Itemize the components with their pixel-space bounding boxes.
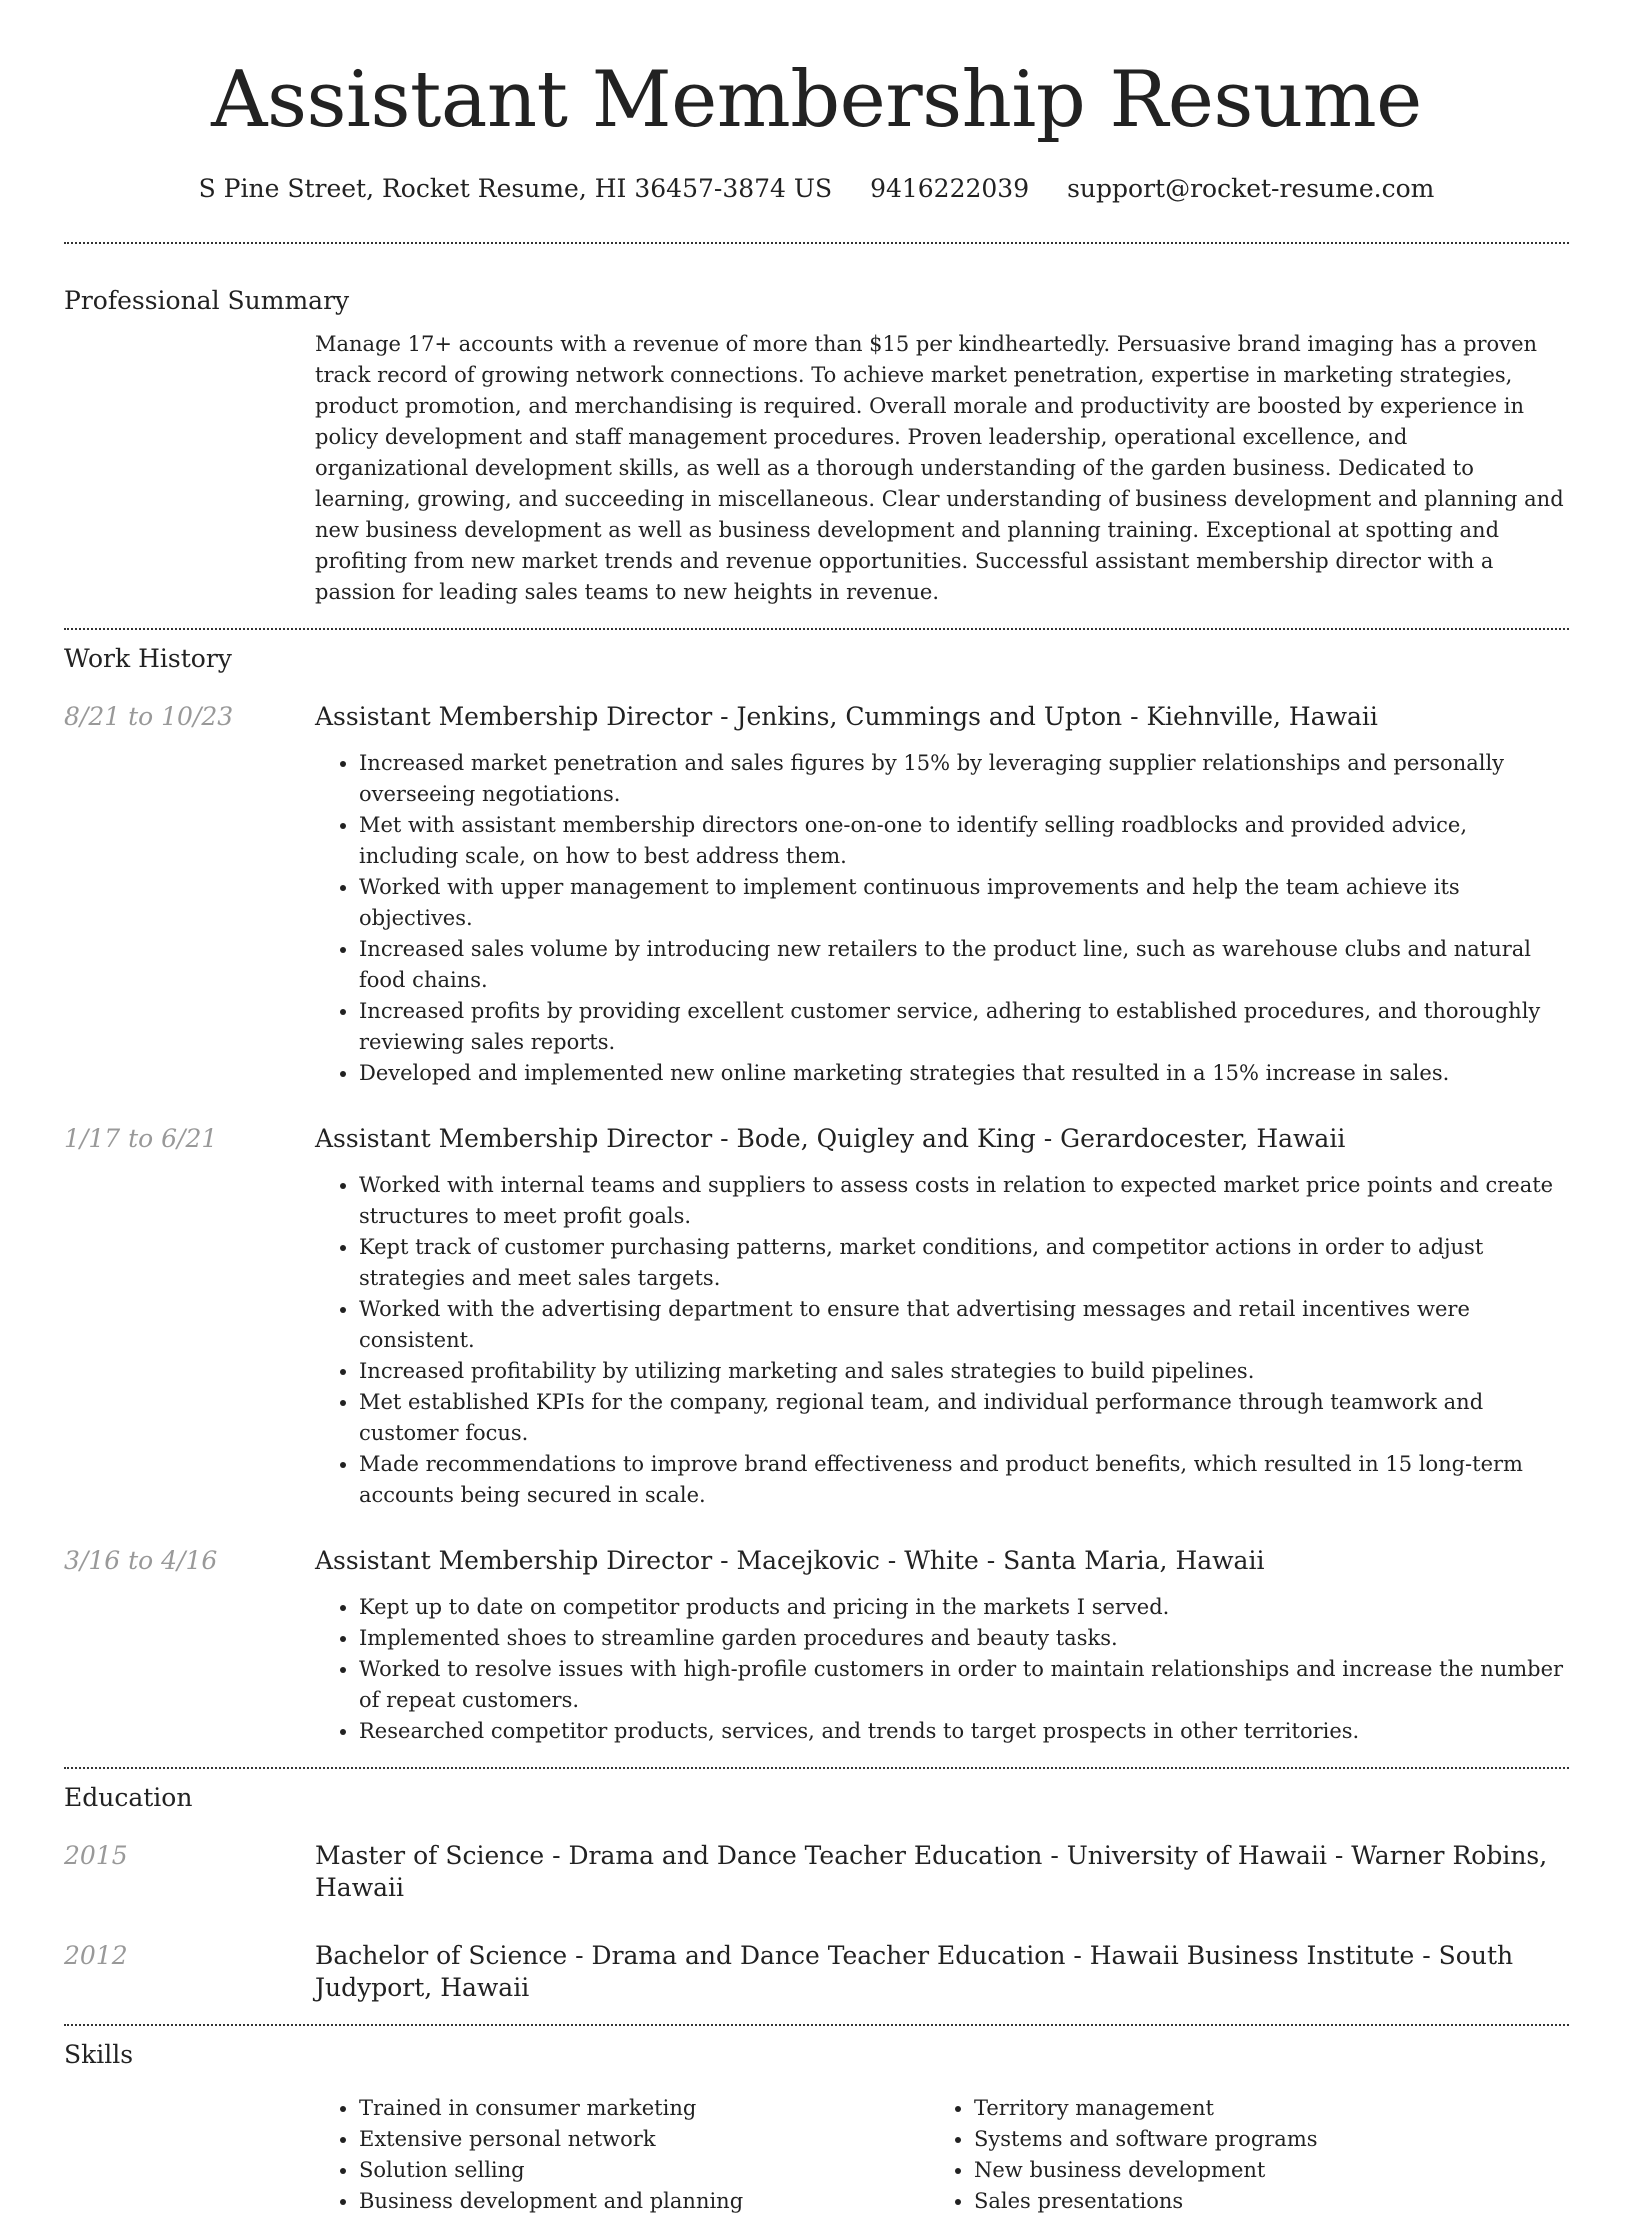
- contact-email: support@rocket-resume.com: [1067, 174, 1435, 203]
- job-bullet: • Increased sales volume by introducing new retailers to the product line, such as warehouse clubs and natural food chains.: [359, 934, 1569, 996]
- job-bullet: • Implemented shoes to streamline garden procedures and beauty tasks.: [359, 1623, 1569, 1654]
- education-entry: [64, 1840, 1569, 1904]
- job-bullet: • Increased profitability by utilizing marketing and sales strategies to build pipelines.: [359, 1356, 1569, 1387]
- job-title: Assistant Membership Director - Bode, Quigley and King - Gerardocester, Hawaii: [315, 1124, 1346, 1153]
- education-body: [315, 1940, 1569, 2004]
- skill-item: • Business development and planning: [359, 2186, 930, 2217]
- education-entry: [64, 1940, 1569, 2004]
- job-bullet: • Met established KPIs for the company, regional team, and individual performance through teamwork and customer focus.: [359, 1387, 1569, 1449]
- section-divider: [64, 2024, 1569, 2026]
- job-dates: 8/21 to 10/23: [64, 702, 234, 731]
- contact-line: [64, 172, 1569, 206]
- job-bullet: • Worked with upper management to implement continuous improvements and help the team achieve its objectives.: [359, 872, 1569, 934]
- summary-text: Manage 17+ accounts with a revenue of more than $15 per kindheartedly. Persuasive brand imaging has a proven track record of growing network connections. To achieve market penetration, expertise in marketing strategies, product promotion, and merchandising is required. Overall morale and productivity are boosted by experience in policy development and staff management procedures. Proven leadership, operational excellence, and organizational development skills, as well as a thorough understanding of the garden business. Dedicated to learning, growing, and succeeding in miscellaneous. Clear understanding of business development and planning and new business development as well as business development and planning training. Exceptional at spotting and profiting from new market trends and revenue opportunities. Successful assistant membership director with a passion for leading sales teams to new heights in revenue.: [315, 332, 1564, 604]
- job-bullet: • Made recommendations to improve brand effectiveness and product benefits, which resulted in 15 long-term accounts being secured in scale.: [359, 1449, 1569, 1511]
- page-title: Assistant Membership Resume: [211, 55, 1422, 145]
- summary-spacer: [64, 329, 315, 608]
- contact-phone: 9416222039: [870, 174, 1030, 203]
- job-bullet: • Developed and implemented new online marketing strategies that resulted in a 15% increase in sales.: [359, 1058, 1569, 1089]
- education-year: 2015: [64, 1841, 128, 1870]
- section-divider: [64, 242, 1569, 244]
- education-body: [315, 1840, 1569, 1904]
- job-bullets: [315, 1170, 1569, 1511]
- job-bullet: • Researched competitor products, services, and trends to target prospects in other territories.: [359, 1716, 1569, 1747]
- contact-address: S Pine Street, Rocket Resume, HI 36457-3874 US: [198, 174, 833, 203]
- summary-body: [315, 329, 1569, 608]
- job-body: [315, 1123, 1569, 1511]
- skill-item: • Trained in consumer marketing: [359, 2093, 930, 2124]
- job-title: Assistant Membership Director - Macejkovic - White - Santa Maria, Hawaii: [315, 1546, 1265, 1575]
- job-bullet: • Worked to resolve issues with high-profile customers in order to maintain relationships and increase the number of repeat customers.: [359, 1654, 1569, 1716]
- skill-item: • Solution selling: [359, 2155, 930, 2186]
- education-degree: Bachelor of Science - Drama and Dance Teacher Education - Hawaii Business Institute - South Judyport, Hawaii: [315, 1941, 1514, 2002]
- section-title-summary: Professional Summary: [64, 286, 350, 315]
- job-body: [315, 1545, 1569, 1747]
- section-title-work: Work History: [64, 644, 232, 673]
- job-bullet: • Kept track of customer purchasing patterns, market conditions, and competitor actions in order to adjust strategies and meet sales targets.: [359, 1232, 1569, 1294]
- job-bullet: • Increased market penetration and sales figures by 15% by leveraging supplier relationships and personally overseeing negotiations.: [359, 748, 1569, 810]
- job-title: Assistant Membership Director - Jenkins, Cummings and Upton - Kiehnville, Hawaii: [315, 702, 1378, 731]
- job-bullet: • Met with assistant membership directors one-on-one to identify selling roadblocks and provided advice, including scale, on how to best address them.: [359, 810, 1569, 872]
- skill-item: • New business development: [974, 2155, 1545, 2186]
- job-dates: 3/16 to 4/16: [64, 1546, 218, 1575]
- section-title-education: Education: [64, 1783, 193, 1812]
- education-degree: Master of Science - Drama and Dance Teacher Education - University of Hawaii - Warner Robins, Hawaii: [315, 1841, 1548, 1902]
- skill-item: • Territory management: [974, 2093, 1545, 2124]
- job-entry: [64, 1545, 1569, 1747]
- skill-item: • Sales presentations: [974, 2186, 1545, 2217]
- job-bullet: • Increased profits by providing excellent customer service, adhering to established procedures, and thoroughly reviewing sales reports.: [359, 996, 1569, 1058]
- job-bullets: [315, 748, 1569, 1089]
- job-body: [315, 701, 1569, 1089]
- job-entry: [64, 701, 1569, 1089]
- section-title-skills: Skills: [64, 2040, 134, 2069]
- education-year: 2012: [64, 1941, 128, 1970]
- job-bullet: • Worked with the advertising department to ensure that advertising messages and retail incentives were consistent.: [359, 1294, 1569, 1356]
- job-dates: 1/17 to 6/21: [64, 1124, 218, 1153]
- summary-row: [64, 329, 1569, 608]
- skill-item: • Systems and software programs: [974, 2124, 1545, 2155]
- job-bullet: • Worked with internal teams and suppliers to assess costs in relation to expected market price points and create structures to meet profit goals.: [359, 1170, 1569, 1232]
- section-divider: [64, 628, 1569, 630]
- skill-item: • Extensive personal network: [359, 2124, 930, 2155]
- job-entry: [64, 1123, 1569, 1511]
- section-divider: [64, 1767, 1569, 1769]
- job-bullets: [315, 1592, 1569, 1747]
- job-bullet: • Kept up to date on competitor products and pricing in the markets I served.: [359, 1592, 1569, 1623]
